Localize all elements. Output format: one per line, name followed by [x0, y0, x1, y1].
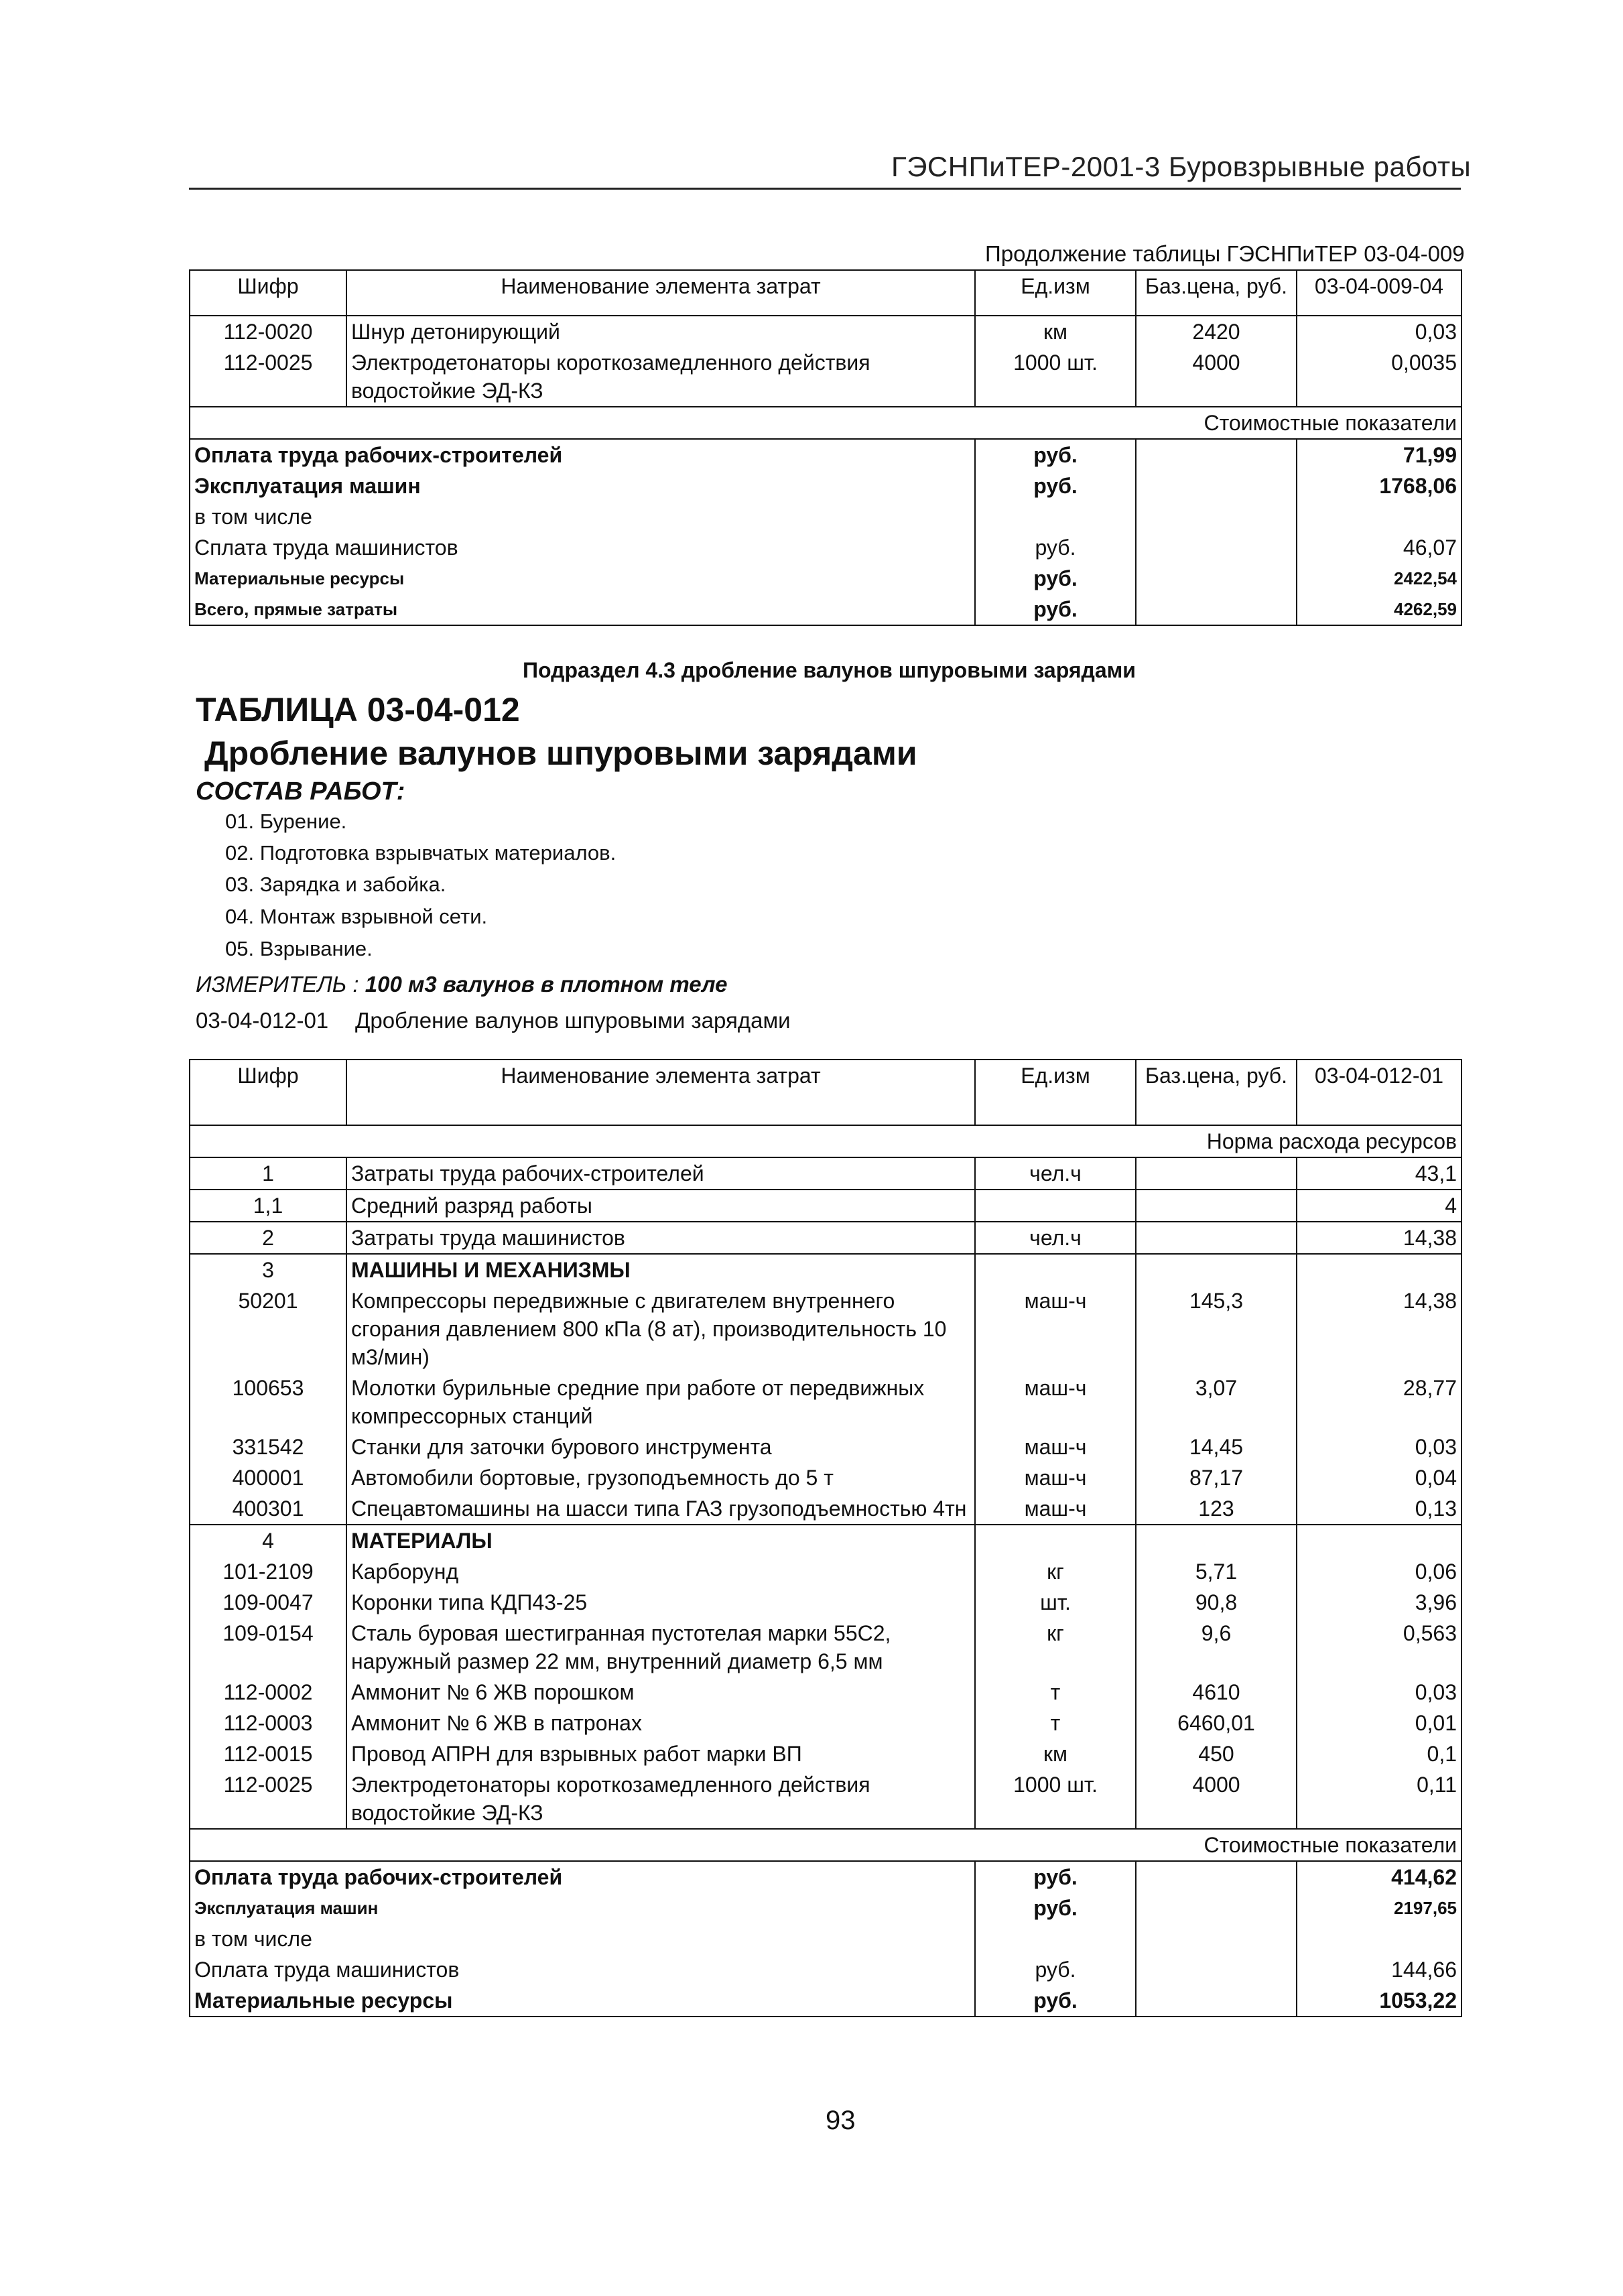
- table-row: [190, 1431, 1462, 1462]
- value-cell: 28,77: [1297, 1373, 1462, 1431]
- value-cell: 0,563: [1297, 1618, 1462, 1677]
- value-cell: 0,03: [1297, 316, 1462, 347]
- code-cell: 109-0154: [190, 1618, 346, 1677]
- cost-value: [1297, 1923, 1462, 1954]
- cost-value: 71,99: [1297, 439, 1462, 470]
- table-row: [190, 1285, 1462, 1373]
- header-row: [190, 1060, 1462, 1125]
- name-cell: Электродетонаторы короткозамедленного действия водостойкие ЭД-КЗ: [346, 1769, 975, 1829]
- cost-unit: руб.: [975, 1985, 1136, 2017]
- value-cell: [1297, 1525, 1462, 1556]
- cost-unit: руб.: [975, 594, 1136, 625]
- cost-value: 1053,22: [1297, 1985, 1462, 2017]
- unit-cell: км: [975, 316, 1136, 347]
- name-cell: Затраты труда машинистов: [346, 1222, 975, 1254]
- value-cell: 0,03: [1297, 1677, 1462, 1708]
- work-item: 05. Взрывание.: [225, 937, 373, 960]
- value-cell: 3,96: [1297, 1587, 1462, 1618]
- code-cell: 3: [190, 1254, 346, 1285]
- value-cell: 0,04: [1297, 1462, 1462, 1493]
- unit-cell: км: [975, 1738, 1136, 1769]
- cost-value: 46,07: [1297, 532, 1462, 563]
- code-cell: 50201: [190, 1285, 346, 1373]
- subitem-name: Дробление валунов шпуровыми зарядами: [355, 1008, 791, 1033]
- table-row: [190, 1769, 1462, 1829]
- table-code: ТАБЛИЦА 03-04-012: [196, 691, 520, 728]
- cost-value: 2422,54: [1297, 563, 1462, 594]
- price-cell: 14,45: [1136, 1431, 1297, 1462]
- value-cell: 4: [1297, 1190, 1462, 1222]
- code-cell: 1: [190, 1157, 346, 1190]
- code-cell: 112-0025: [190, 347, 346, 407]
- unit-cell: т: [975, 1708, 1136, 1738]
- cost-row: [190, 594, 1462, 625]
- cost-value: 1768,06: [1297, 470, 1462, 501]
- value-cell: [1297, 1254, 1462, 1285]
- cost-unit: руб.: [975, 563, 1136, 594]
- price-cell: 145,3: [1136, 1285, 1297, 1373]
- cost-value: 4262,59: [1297, 594, 1462, 625]
- cost-unit: руб.: [975, 1954, 1136, 1985]
- value-cell: 0,06: [1297, 1556, 1462, 1587]
- table-row: [190, 1222, 1462, 1254]
- unit-cell: маш-ч: [975, 1373, 1136, 1431]
- unit-cell: 1000 шт.: [975, 1769, 1136, 1829]
- unit-cell: [975, 1525, 1136, 1556]
- table-row: [190, 1587, 1462, 1618]
- work-item: 04. Монтаж взрывной сети.: [225, 905, 488, 928]
- code-cell: 400301: [190, 1493, 346, 1525]
- cost-row: [190, 1985, 1462, 2017]
- value-cell: 0,1: [1297, 1738, 1462, 1769]
- name-cell: Электродетонаторы короткозамедленного действия водостойкие ЭД-КЗ: [346, 347, 975, 407]
- table-row: [190, 1493, 1462, 1525]
- unit-cell: 1000 шт.: [975, 347, 1136, 407]
- value-cell: 43,1: [1297, 1157, 1462, 1190]
- code-cell: 109-0047: [190, 1587, 346, 1618]
- section-row: [190, 1125, 1462, 1157]
- table-row: [190, 316, 1462, 347]
- table-row: [190, 1373, 1462, 1431]
- unit-cell: [975, 1254, 1136, 1285]
- name-cell: Средний разряд работы: [346, 1190, 975, 1222]
- value-cell: 0,13: [1297, 1493, 1462, 1525]
- unit-cell: маш-ч: [975, 1285, 1136, 1373]
- cost-label: Сплата труда машинистов: [190, 532, 975, 563]
- cost-value: 144,66: [1297, 1954, 1462, 1985]
- unit-cell: т: [975, 1677, 1136, 1708]
- cost-section-label: Стоимостные показатели: [190, 1829, 1462, 1861]
- page-number: 93: [826, 2106, 856, 2135]
- price-cell: [1136, 1157, 1297, 1190]
- cost-label: Материальные ресурсы: [190, 1985, 975, 2017]
- price-cell: 4610: [1136, 1677, 1297, 1708]
- cost-row: [190, 1861, 1462, 1893]
- cost-row: [190, 532, 1462, 563]
- table-row: [190, 1708, 1462, 1738]
- value-cell: 14,38: [1297, 1222, 1462, 1254]
- price-cell: [1136, 1525, 1297, 1556]
- code-cell: 4: [190, 1525, 346, 1556]
- table-row: [190, 1738, 1462, 1769]
- unit-cell: кг: [975, 1556, 1136, 1587]
- value-cell: 0,0035: [1297, 347, 1462, 407]
- code-cell: 112-0015: [190, 1738, 346, 1769]
- work-item: 03. Зарядка и забойка.: [225, 873, 446, 896]
- column-header: Шифр: [190, 1060, 346, 1125]
- subsection-heading: Подраздел 4.3 дробление валунов шпуровыми зарядами: [523, 658, 1136, 682]
- price-cell: 123: [1136, 1493, 1297, 1525]
- price-cell: 3,07: [1136, 1373, 1297, 1431]
- price-cell: [1136, 1222, 1297, 1254]
- price-cell: 450: [1136, 1738, 1297, 1769]
- price-cell: 4000: [1136, 347, 1297, 407]
- name-cell: Провод АПРН для взрывных работ марки ВП: [346, 1738, 975, 1769]
- cost-row: [190, 1954, 1462, 1985]
- code-cell: 101-2109: [190, 1556, 346, 1587]
- cost-label: Всего, прямые затраты: [190, 594, 975, 625]
- cost-section-label: Стоимостные показатели: [190, 407, 1462, 439]
- name-cell: Автомобили бортовые, грузоподъемность до 5 т: [346, 1462, 975, 1493]
- code-cell: 100653: [190, 1373, 346, 1431]
- header-rule: [189, 188, 1461, 190]
- cost-row: [190, 1893, 1462, 1923]
- price-cell: 4000: [1136, 1769, 1297, 1829]
- unit-cell: чел.ч: [975, 1157, 1136, 1190]
- price-cell: 9,6: [1136, 1618, 1297, 1677]
- meter-value: 100 м3 валунов в плотном теле: [365, 972, 728, 997]
- name-cell: Компрессоры передвижные с двигателем внутреннего сгорания давлением 800 кПа (8 ат), производительность 10 м3/мин): [346, 1285, 975, 1373]
- cost-label: Эксплуатация машин: [190, 1893, 975, 1923]
- name-cell: МАТЕРИАЛЫ: [346, 1525, 975, 1556]
- code-cell: 112-0003: [190, 1708, 346, 1738]
- code-cell: 400001: [190, 1462, 346, 1493]
- meter-line: [196, 972, 727, 997]
- cost-value: 2197,65: [1297, 1893, 1462, 1923]
- cost-label: в том числе: [190, 501, 975, 532]
- value-cell: 0,03: [1297, 1431, 1462, 1462]
- continuation-table: [189, 269, 1462, 626]
- cost-unit: руб.: [975, 470, 1136, 501]
- table-row: [190, 1556, 1462, 1587]
- name-cell: Станки для заточки бурового инструмента: [346, 1431, 975, 1462]
- price-cell: [1136, 1190, 1297, 1222]
- table-row: [190, 1190, 1462, 1222]
- code-cell: 112-0002: [190, 1677, 346, 1708]
- section-row: [190, 1829, 1462, 1861]
- unit-cell: маш-ч: [975, 1431, 1136, 1462]
- code-cell: 112-0020: [190, 316, 346, 347]
- price-cell: 5,71: [1136, 1556, 1297, 1587]
- norm-section-label: Норма расхода ресурсов: [190, 1125, 1462, 1157]
- column-header: Наименование элемента затрат: [346, 270, 975, 316]
- table-row: [190, 347, 1462, 407]
- table-title: Дробление валунов шпуровыми зарядами: [204, 735, 917, 772]
- running-header: ГЭСНПиТЕР-2001-3 Буровзрывные работы: [891, 151, 1472, 182]
- cost-row: [190, 501, 1462, 532]
- work-item: 01. Бурение.: [225, 810, 347, 833]
- code-cell: 112-0025: [190, 1769, 346, 1829]
- code-cell: 2: [190, 1222, 346, 1254]
- name-cell: Шнур детонирующий: [346, 316, 975, 347]
- unit-cell: чел.ч: [975, 1222, 1136, 1254]
- unit-cell: маш-ч: [975, 1462, 1136, 1493]
- work-composition-heading: СОСТАВ РАБОТ:: [196, 777, 405, 806]
- column-header: Ед.изм: [975, 270, 1136, 316]
- table-row: [190, 1525, 1462, 1556]
- table-row: [190, 1618, 1462, 1677]
- cost-row: [190, 470, 1462, 501]
- cost-row: [190, 1923, 1462, 1954]
- name-cell: Спецавтомашины на шасси типа ГАЗ грузоподъемностью 4тн: [346, 1493, 975, 1525]
- name-cell: Карборунд: [346, 1556, 975, 1587]
- cost-unit: [975, 1923, 1136, 1954]
- continuation-caption: Продолжение таблицы ГЭСНПиТЕР 03-04-009: [985, 241, 1465, 266]
- unit-cell: [975, 1190, 1136, 1222]
- column-header: Шифр: [190, 270, 346, 316]
- name-cell: Коронки типа КДП43-25: [346, 1587, 975, 1618]
- cost-unit: руб.: [975, 439, 1136, 470]
- column-header: 03-04-009-04: [1297, 270, 1462, 316]
- name-cell: Затраты труда рабочих-строителей: [346, 1157, 975, 1190]
- unit-cell: маш-ч: [975, 1493, 1136, 1525]
- price-cell: 90,8: [1136, 1587, 1297, 1618]
- code-cell: 1,1: [190, 1190, 346, 1222]
- name-cell: Молотки бурильные средние при работе от передвижных компрессорных станций: [346, 1373, 975, 1431]
- cost-label: Оплата труда машинистов: [190, 1954, 975, 1985]
- cost-unit: руб.: [975, 1893, 1136, 1923]
- table-row: [190, 1462, 1462, 1493]
- cost-label: Оплата труда рабочих-строителей: [190, 1861, 975, 1893]
- value-cell: 14,38: [1297, 1285, 1462, 1373]
- table-row: [190, 1254, 1462, 1285]
- cost-label: Оплата труда рабочих-строителей: [190, 439, 975, 470]
- name-cell: Аммонит № 6 ЖВ порошком: [346, 1677, 975, 1708]
- price-cell: 87,17: [1136, 1462, 1297, 1493]
- column-header: 03-04-012-01: [1297, 1060, 1462, 1125]
- price-cell: 6460,01: [1136, 1708, 1297, 1738]
- cost-unit: руб.: [975, 532, 1136, 563]
- meter-label: ИЗМЕРИТЕЛЬ :: [196, 972, 359, 997]
- cost-label: Эксплуатация машин: [190, 470, 975, 501]
- name-cell: Сталь буровая шестигранная пустотелая марки 55С2, наружный размер 22 мм, внутренний диаметр 6,5 мм: [346, 1618, 975, 1677]
- main-table: [189, 1059, 1462, 2017]
- section-row: [190, 407, 1462, 439]
- column-header: Баз.цена, руб.: [1136, 1060, 1297, 1125]
- price-cell: [1136, 1254, 1297, 1285]
- price-cell: 2420: [1136, 316, 1297, 347]
- cost-label: Материальные ресурсы: [190, 563, 975, 594]
- column-header: Баз.цена, руб.: [1136, 270, 1297, 316]
- cost-value: 414,62: [1297, 1861, 1462, 1893]
- value-cell: 0,11: [1297, 1769, 1462, 1829]
- subitem-code: 03-04-012-01: [196, 1008, 329, 1033]
- unit-cell: шт.: [975, 1587, 1136, 1618]
- work-item: 02. Подготовка взрывчатых материалов.: [225, 841, 616, 865]
- cost-row: [190, 439, 1462, 470]
- table-row: [190, 1677, 1462, 1708]
- name-cell: Аммонит № 6 ЖВ в патронах: [346, 1708, 975, 1738]
- code-cell: 331542: [190, 1431, 346, 1462]
- table-row: [190, 1157, 1462, 1190]
- cost-row: [190, 563, 1462, 594]
- unit-cell: кг: [975, 1618, 1136, 1677]
- cost-unit: руб.: [975, 1861, 1136, 1893]
- value-cell: 0,01: [1297, 1708, 1462, 1738]
- name-cell: МАШИНЫ И МЕХАНИЗМЫ: [346, 1254, 975, 1285]
- cost-label: в том числе: [190, 1923, 975, 1954]
- column-header: Наименование элемента затрат: [346, 1060, 975, 1125]
- column-header: Ед.изм: [975, 1060, 1136, 1125]
